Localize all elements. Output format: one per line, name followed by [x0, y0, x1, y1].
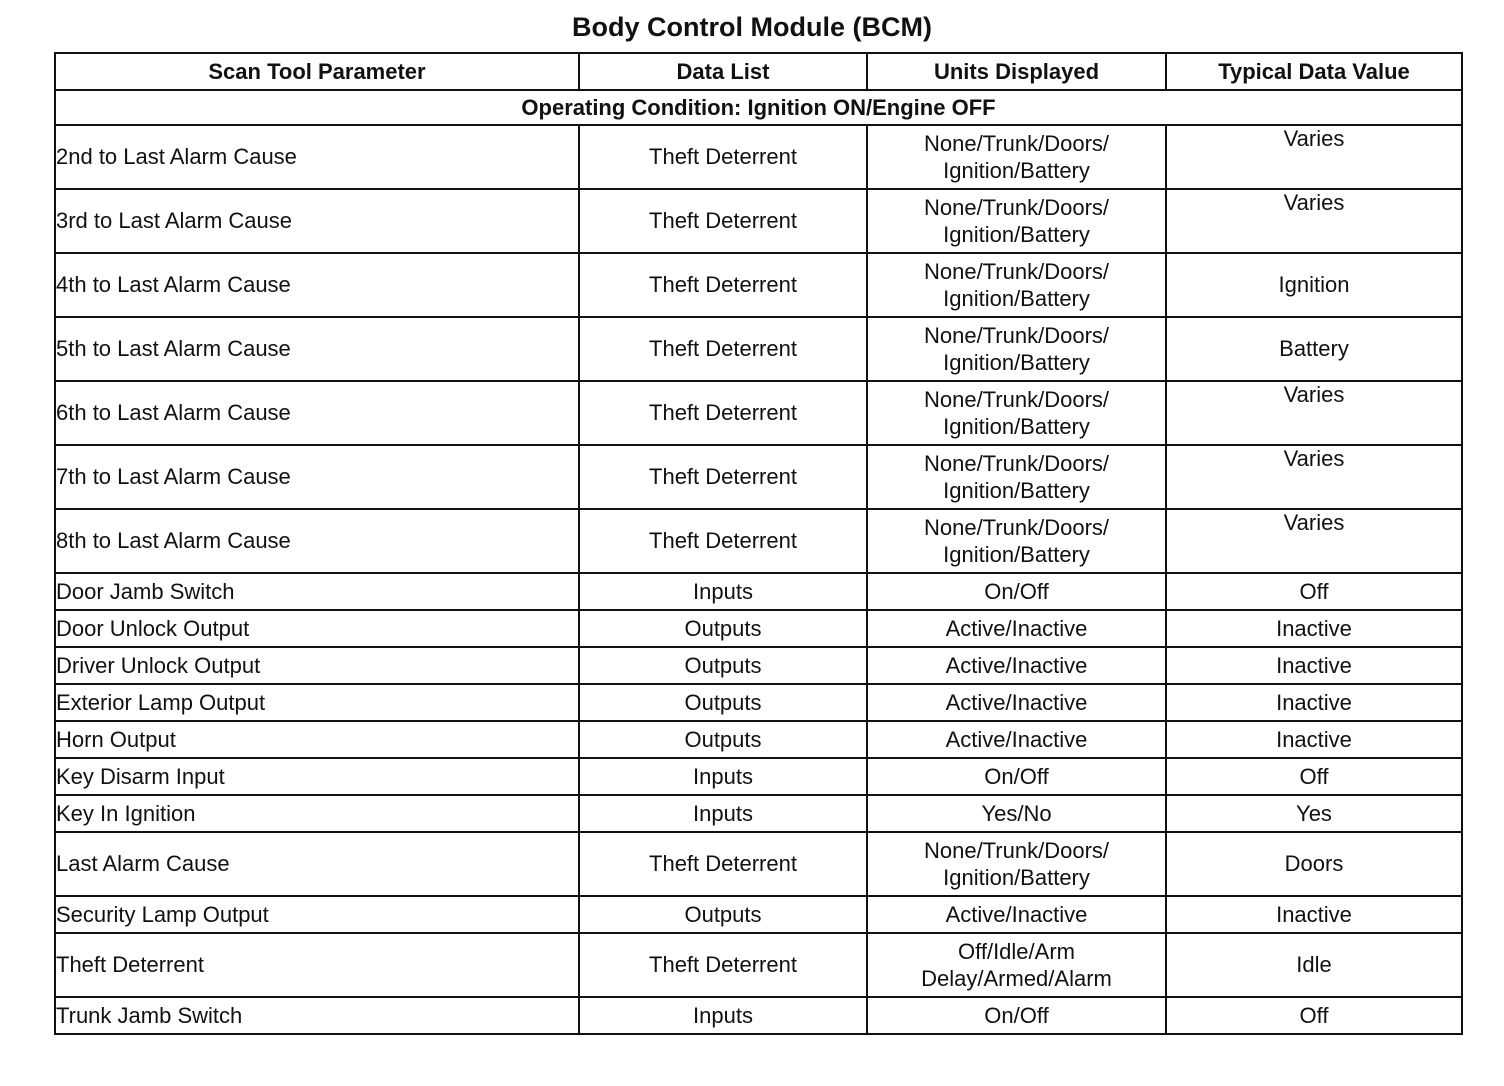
units-line: Ignition/Battery	[943, 542, 1090, 567]
table-row	[55, 253, 1462, 317]
cell-units-displayed	[867, 610, 1166, 647]
table-row	[55, 795, 1462, 832]
cell-units-displayed	[867, 721, 1166, 758]
cell-typical-data-value: Varies	[1166, 445, 1462, 509]
header-row	[55, 53, 1462, 90]
units-line: None/Trunk/Doors/	[923, 323, 1110, 348]
units-line: Active/Inactive	[945, 690, 1088, 715]
table-row	[55, 610, 1462, 647]
table-row	[55, 758, 1462, 795]
cell-data-list: Inputs	[579, 997, 867, 1034]
units-line: Active/Inactive	[945, 727, 1088, 752]
cell-units-displayed	[867, 317, 1166, 381]
cell-units-displayed	[867, 509, 1166, 573]
cell-data-list: Theft Deterrent	[579, 381, 867, 445]
units-line: Delay/Armed/Alarm	[921, 966, 1112, 991]
cell-data-list: Theft Deterrent	[579, 832, 867, 896]
table-row	[55, 647, 1462, 684]
units-line: On/Off	[984, 579, 1049, 604]
cell-typical-data-value: Inactive	[1166, 610, 1462, 647]
cell-units-displayed	[867, 253, 1166, 317]
cell-scan-tool-parameter: Key Disarm Input	[55, 758, 579, 795]
cell-typical-data-value: Inactive	[1166, 684, 1462, 721]
cell-typical-data-value: Inactive	[1166, 721, 1462, 758]
cell-scan-tool-parameter: Exterior Lamp Output	[55, 684, 579, 721]
units-line: Active/Inactive	[945, 653, 1088, 678]
cell-scan-tool-parameter: Key In Ignition	[55, 795, 579, 832]
cell-units-displayed	[867, 758, 1166, 795]
operating-condition: Operating Condition: Ignition ON/Engine OFF	[55, 90, 1462, 125]
cell-units-displayed	[867, 125, 1166, 189]
cell-data-list: Theft Deterrent	[579, 317, 867, 381]
units-line: None/Trunk/Doors/	[923, 259, 1110, 284]
cell-data-list: Inputs	[579, 573, 867, 610]
cell-typical-data-value: Varies	[1166, 125, 1462, 189]
cell-typical-data-value: Varies	[1166, 189, 1462, 253]
bcm-data-table	[54, 52, 1463, 1035]
cell-data-list: Theft Deterrent	[579, 125, 867, 189]
cell-scan-tool-parameter: 5th to Last Alarm Cause	[55, 317, 579, 381]
cell-scan-tool-parameter: Trunk Jamb Switch	[55, 997, 579, 1034]
page-title: Body Control Module (BCM)	[572, 12, 932, 42]
cell-data-list: Inputs	[579, 795, 867, 832]
table-row	[55, 721, 1462, 758]
cell-data-list: Theft Deterrent	[579, 933, 867, 997]
cell-scan-tool-parameter: 6th to Last Alarm Cause	[55, 381, 579, 445]
operating-condition-row	[55, 90, 1462, 125]
header-scan-tool-parameter: Scan Tool Parameter	[55, 53, 579, 90]
cell-typical-data-value: Battery	[1166, 317, 1462, 381]
units-line: Yes/No	[981, 801, 1052, 826]
cell-data-list: Outputs	[579, 896, 867, 933]
cell-typical-data-value: Inactive	[1166, 647, 1462, 684]
cell-units-displayed	[867, 445, 1166, 509]
cell-units-displayed	[867, 381, 1166, 445]
table-row	[55, 896, 1462, 933]
units-line: On/Off	[984, 1003, 1049, 1028]
units-line: Active/Inactive	[945, 902, 1088, 927]
units-line: Ignition/Battery	[943, 158, 1090, 183]
cell-scan-tool-parameter: Theft Deterrent	[55, 933, 579, 997]
units-line: Active/Inactive	[945, 616, 1088, 641]
cell-data-list: Inputs	[579, 758, 867, 795]
table-row	[55, 573, 1462, 610]
cell-scan-tool-parameter: 2nd to Last Alarm Cause	[55, 125, 579, 189]
cell-scan-tool-parameter: 8th to Last Alarm Cause	[55, 509, 579, 573]
units-line: Ignition/Battery	[943, 222, 1090, 247]
cell-typical-data-value: Off	[1166, 758, 1462, 795]
units-line: None/Trunk/Doors/	[923, 838, 1110, 863]
cell-scan-tool-parameter: Driver Unlock Output	[55, 647, 579, 684]
cell-typical-data-value: Off	[1166, 997, 1462, 1034]
cell-units-displayed	[867, 832, 1166, 896]
cell-data-list: Outputs	[579, 684, 867, 721]
cell-data-list: Theft Deterrent	[579, 189, 867, 253]
cell-data-list: Theft Deterrent	[579, 445, 867, 509]
cell-data-list: Theft Deterrent	[579, 509, 867, 573]
units-line: Ignition/Battery	[943, 865, 1090, 890]
table-row	[55, 832, 1462, 896]
cell-units-displayed	[867, 933, 1166, 997]
units-line: Ignition/Battery	[943, 414, 1090, 439]
cell-scan-tool-parameter: Security Lamp Output	[55, 896, 579, 933]
cell-units-displayed	[867, 573, 1166, 610]
table-row	[55, 997, 1462, 1034]
units-line: None/Trunk/Doors/	[923, 131, 1110, 156]
cell-typical-data-value: Varies	[1166, 381, 1462, 445]
table-row	[55, 445, 1462, 509]
cell-typical-data-value: Inactive	[1166, 896, 1462, 933]
cell-typical-data-value: Varies	[1166, 509, 1462, 573]
table-row	[55, 684, 1462, 721]
cell-typical-data-value: Idle	[1166, 933, 1462, 997]
table-row	[55, 509, 1462, 573]
cell-data-list: Outputs	[579, 647, 867, 684]
cell-data-list: Outputs	[579, 721, 867, 758]
cell-units-displayed	[867, 896, 1166, 933]
cell-scan-tool-parameter: Door Unlock Output	[55, 610, 579, 647]
cell-typical-data-value: Yes	[1166, 795, 1462, 832]
header-units-displayed: Units Displayed	[867, 53, 1166, 90]
cell-units-displayed	[867, 189, 1166, 253]
units-line: None/Trunk/Doors/	[923, 387, 1110, 412]
units-line: Ignition/Battery	[943, 350, 1090, 375]
cell-scan-tool-parameter: Door Jamb Switch	[55, 573, 579, 610]
cell-typical-data-value: Doors	[1166, 832, 1462, 896]
cell-units-displayed	[867, 997, 1166, 1034]
cell-data-list: Theft Deterrent	[579, 253, 867, 317]
cell-scan-tool-parameter: 7th to Last Alarm Cause	[55, 445, 579, 509]
header-typical-data-value: Typical Data Value	[1166, 53, 1462, 90]
cell-typical-data-value: Off	[1166, 573, 1462, 610]
cell-scan-tool-parameter: 3rd to Last Alarm Cause	[55, 189, 579, 253]
cell-scan-tool-parameter: Last Alarm Cause	[55, 832, 579, 896]
cell-units-displayed	[867, 795, 1166, 832]
table-row	[55, 933, 1462, 997]
units-line: Ignition/Battery	[943, 286, 1090, 311]
table-row	[55, 125, 1462, 189]
cell-scan-tool-parameter: Horn Output	[55, 721, 579, 758]
units-line: Ignition/Battery	[943, 478, 1090, 503]
cell-data-list: Outputs	[579, 610, 867, 647]
table-row	[55, 381, 1462, 445]
table-row	[55, 317, 1462, 381]
units-line: None/Trunk/Doors/	[923, 515, 1110, 540]
table-row	[55, 189, 1462, 253]
header-data-list: Data List	[579, 53, 867, 90]
units-line: Off/Idle/Arm	[958, 939, 1075, 964]
cell-scan-tool-parameter: 4th to Last Alarm Cause	[55, 253, 579, 317]
cell-units-displayed	[867, 647, 1166, 684]
units-line: None/Trunk/Doors/	[923, 195, 1110, 220]
units-line: None/Trunk/Doors/	[923, 451, 1110, 476]
units-line: On/Off	[984, 764, 1049, 789]
cell-units-displayed	[867, 684, 1166, 721]
cell-typical-data-value: Ignition	[1166, 253, 1462, 317]
